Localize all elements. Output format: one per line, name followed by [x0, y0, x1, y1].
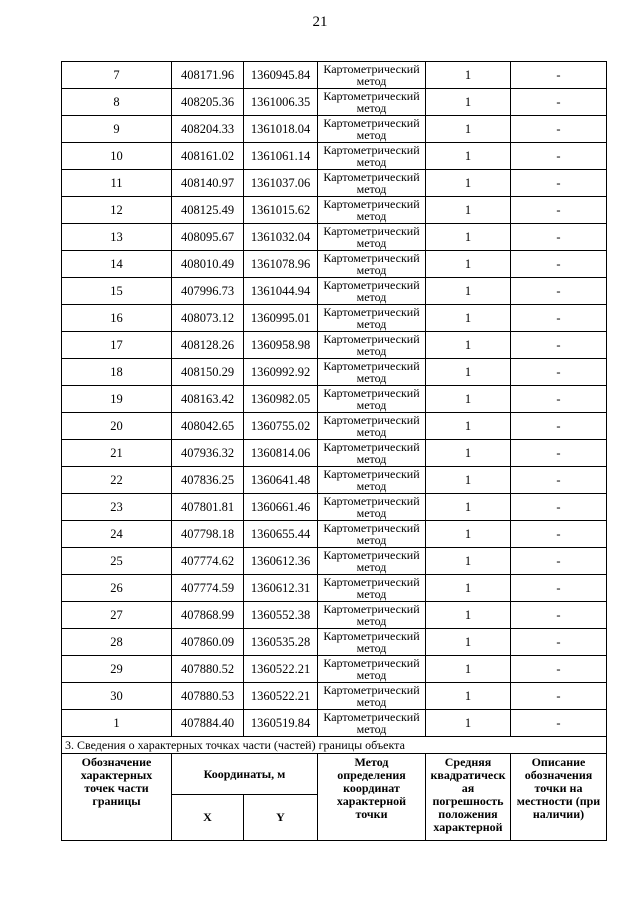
method-label-line2: метод: [356, 209, 387, 223]
table-row: [62, 359, 607, 386]
table-row: [62, 602, 607, 629]
method-label-line2: метод: [356, 74, 387, 88]
coord-x-cell: 407860.09: [172, 629, 244, 656]
point-number-cell: 27: [62, 602, 172, 629]
method-label-line2: метод: [356, 101, 387, 115]
header-line: Обозначение: [81, 755, 152, 769]
point-number-cell: 15: [62, 278, 172, 305]
method-cell: [318, 359, 426, 386]
point-number-cell: 9: [62, 116, 172, 143]
point-number-cell: 7: [62, 62, 172, 89]
accuracy-cell: 1: [426, 305, 511, 332]
point-number-cell: 12: [62, 197, 172, 224]
section-3-header: [62, 737, 607, 841]
coord-y-cell: 1360755.02: [244, 413, 318, 440]
description-cell: -: [511, 467, 607, 494]
table-row: [62, 224, 607, 251]
accuracy-cell: 1: [426, 494, 511, 521]
method-label-line2: метод: [356, 695, 387, 709]
coord-x-cell: 408150.29: [172, 359, 244, 386]
point-number-cell: 14: [62, 251, 172, 278]
point-number-cell: 28: [62, 629, 172, 656]
coord-x-cell: 408204.33: [172, 116, 244, 143]
coord-x-cell: 407880.53: [172, 683, 244, 710]
section-3-title: 3. Сведения о характерных точках части (частей) границы объекта: [62, 737, 607, 754]
header-line: характерных: [80, 768, 153, 782]
method-label-line1: Картометрический: [323, 710, 420, 724]
header-line: ая: [461, 781, 475, 795]
coord-y-cell: 1360641.48: [244, 467, 318, 494]
coord-x-cell: 407836.25: [172, 467, 244, 494]
coord-x-cell: 408042.65: [172, 413, 244, 440]
header-line: наличии): [532, 807, 585, 821]
coord-x-cell: 408171.96: [172, 62, 244, 89]
accuracy-cell: 1: [426, 62, 511, 89]
method-cell: [318, 170, 426, 197]
table-row: [62, 494, 607, 521]
table-row: [62, 305, 607, 332]
point-number-cell: 23: [62, 494, 172, 521]
method-cell: [318, 575, 426, 602]
boundary-points-table: [61, 61, 607, 841]
header-line: границы: [92, 794, 141, 808]
description-cell: -: [511, 656, 607, 683]
description-cell: -: [511, 332, 607, 359]
coord-y-cell: 1361015.62: [244, 197, 318, 224]
header-line: точек части: [84, 781, 149, 795]
method-label-line2: метод: [356, 128, 387, 142]
table-row: [62, 251, 607, 278]
coord-x-cell: 407880.52: [172, 656, 244, 683]
method-cell: [318, 62, 426, 89]
coord-x-cell: 407774.59: [172, 575, 244, 602]
method-label-line2: метод: [356, 371, 387, 385]
method-label-line2: метод: [356, 668, 387, 682]
coord-y-cell: 1360958.98: [244, 332, 318, 359]
coord-y-cell: 1360519.84: [244, 710, 318, 737]
accuracy-cell: 1: [426, 656, 511, 683]
coord-y-cell: 1360995.01: [244, 305, 318, 332]
table-row: [62, 386, 607, 413]
coord-y-cell: 1361018.04: [244, 116, 318, 143]
coord-x-cell: 408073.12: [172, 305, 244, 332]
method-label-line1: Картометрический: [323, 629, 420, 643]
method-cell: [318, 413, 426, 440]
header-line: местности (при: [516, 794, 601, 808]
accuracy-cell: 1: [426, 251, 511, 278]
coord-y-cell: 1360612.31: [244, 575, 318, 602]
header-line: квадратическ: [430, 768, 506, 782]
accuracy-cell: 1: [426, 143, 511, 170]
method-label-line2: метод: [356, 587, 387, 601]
coord-y-cell: 1361078.96: [244, 251, 318, 278]
description-cell: -: [511, 62, 607, 89]
method-cell: [318, 602, 426, 629]
description-cell: -: [511, 683, 607, 710]
header-y: Y: [244, 795, 318, 841]
coord-x-cell: 407868.99: [172, 602, 244, 629]
point-number-cell: 26: [62, 575, 172, 602]
table-row: [62, 440, 607, 467]
method-label-line1: Картометрический: [323, 197, 420, 211]
method-label-line2: метод: [356, 614, 387, 628]
coord-y-cell: 1360552.38: [244, 602, 318, 629]
table-row: [62, 278, 607, 305]
table-row: [62, 548, 607, 575]
method-cell: [318, 251, 426, 278]
method-label-line1: Картометрический: [323, 332, 420, 346]
point-number-cell: 24: [62, 521, 172, 548]
header-line: определения: [337, 768, 406, 782]
point-number-cell: 20: [62, 413, 172, 440]
point-number-cell: 17: [62, 332, 172, 359]
header-accuracy: [426, 754, 511, 841]
method-label-line2: метод: [356, 344, 387, 358]
method-label-line2: метод: [356, 182, 387, 196]
page-number: 21: [312, 14, 328, 30]
description-cell: -: [511, 494, 607, 521]
method-label-line2: метод: [356, 236, 387, 250]
method-label-line1: Картометрический: [323, 278, 420, 292]
accuracy-cell: 1: [426, 575, 511, 602]
accuracy-cell: 1: [426, 359, 511, 386]
method-label-line1: Картометрический: [323, 386, 420, 400]
header-line: обозначения: [524, 768, 593, 782]
accuracy-cell: 1: [426, 413, 511, 440]
point-number-cell: 19: [62, 386, 172, 413]
method-cell: [318, 224, 426, 251]
method-cell: [318, 683, 426, 710]
description-cell: -: [511, 575, 607, 602]
coord-x-cell: 407996.73: [172, 278, 244, 305]
description-cell: -: [511, 143, 607, 170]
description-cell: -: [511, 440, 607, 467]
header-coordinates: Координаты, м: [172, 754, 318, 795]
point-number-cell: 25: [62, 548, 172, 575]
accuracy-cell: 1: [426, 548, 511, 575]
method-label-line1: Картометрический: [323, 467, 420, 481]
description-cell: -: [511, 413, 607, 440]
method-label-line1: Картометрический: [323, 602, 420, 616]
accuracy-cell: 1: [426, 116, 511, 143]
method-label-line2: метод: [356, 560, 387, 574]
method-label-line1: Картометрический: [323, 575, 420, 589]
header-point-designation: [62, 754, 172, 841]
coord-y-cell: 1361006.35: [244, 89, 318, 116]
method-label-line1: Картометрический: [323, 683, 420, 697]
table-row: [62, 332, 607, 359]
coord-y-cell: 1360522.21: [244, 683, 318, 710]
method-label-line1: Картометрический: [323, 440, 420, 454]
method-label-line1: Картометрический: [323, 656, 420, 670]
description-cell: -: [511, 89, 607, 116]
accuracy-cell: 1: [426, 332, 511, 359]
coord-y-cell: 1360814.06: [244, 440, 318, 467]
description-cell: -: [511, 710, 607, 737]
method-label-line1: Картометрический: [323, 494, 420, 508]
header-line: положения: [438, 807, 498, 821]
description-cell: -: [511, 197, 607, 224]
method-cell: [318, 656, 426, 683]
coord-x-cell: 407801.81: [172, 494, 244, 521]
description-cell: -: [511, 548, 607, 575]
method-label-line2: метод: [356, 398, 387, 412]
point-number-cell: 13: [62, 224, 172, 251]
table-row: [62, 62, 607, 89]
description-cell: -: [511, 251, 607, 278]
description-cell: -: [511, 602, 607, 629]
coord-y-cell: 1360992.92: [244, 359, 318, 386]
accuracy-cell: 1: [426, 386, 511, 413]
method-label-line1: Картометрический: [323, 413, 420, 427]
method-label-line2: метод: [356, 290, 387, 304]
description-cell: -: [511, 170, 607, 197]
accuracy-cell: 1: [426, 521, 511, 548]
method-label-line1: Картометрический: [323, 170, 420, 184]
table-row: [62, 197, 607, 224]
description-cell: -: [511, 521, 607, 548]
coord-x-cell: 408205.36: [172, 89, 244, 116]
point-number-cell: 8: [62, 89, 172, 116]
table-row: [62, 629, 607, 656]
method-cell: [318, 197, 426, 224]
description-cell: -: [511, 278, 607, 305]
table-row: [62, 656, 607, 683]
method-label-line1: Картометрический: [323, 305, 420, 319]
coord-x-cell: 407936.32: [172, 440, 244, 467]
coord-y-cell: 1360982.05: [244, 386, 318, 413]
coord-x-cell: 407798.18: [172, 521, 244, 548]
method-cell: [318, 440, 426, 467]
coord-x-cell: 408095.67: [172, 224, 244, 251]
coord-y-cell: 1360661.46: [244, 494, 318, 521]
table-row: [62, 143, 607, 170]
method-cell: [318, 548, 426, 575]
method-label-line1: Картометрический: [323, 224, 420, 238]
table-row: [62, 116, 607, 143]
table-row: [62, 683, 607, 710]
point-number-cell: 22: [62, 467, 172, 494]
coord-x-cell: 407774.62: [172, 548, 244, 575]
coord-y-cell: 1361061.14: [244, 143, 318, 170]
coord-x-cell: 408140.97: [172, 170, 244, 197]
coord-x-cell: 408161.02: [172, 143, 244, 170]
method-label-line1: Картометрический: [323, 62, 420, 76]
method-label-line2: метод: [356, 641, 387, 655]
header-line: характерной: [336, 794, 407, 808]
header-x: X: [172, 795, 244, 841]
table-row: [62, 710, 607, 737]
header-line: точки: [355, 807, 388, 821]
coord-y-cell: 1361032.04: [244, 224, 318, 251]
description-cell: -: [511, 224, 607, 251]
method-cell: [318, 467, 426, 494]
method-cell: [318, 305, 426, 332]
coord-x-cell: 408128.26: [172, 332, 244, 359]
method-cell: [318, 143, 426, 170]
accuracy-cell: 1: [426, 710, 511, 737]
accuracy-cell: 1: [426, 197, 511, 224]
method-label-line2: метод: [356, 506, 387, 520]
point-number-cell: 29: [62, 656, 172, 683]
table-row: [62, 89, 607, 116]
table-body: [62, 62, 607, 737]
method-cell: [318, 710, 426, 737]
point-number-cell: 21: [62, 440, 172, 467]
header-line: Метод: [354, 755, 389, 769]
method-label-line1: Картометрический: [323, 251, 420, 265]
table-row: [62, 170, 607, 197]
header-line: Средняя: [444, 755, 492, 769]
method-label-line2: метод: [356, 722, 387, 736]
accuracy-cell: 1: [426, 170, 511, 197]
accuracy-cell: 1: [426, 224, 511, 251]
coord-y-cell: 1360945.84: [244, 62, 318, 89]
table-row: [62, 467, 607, 494]
method-label-line1: Картометрический: [323, 116, 420, 130]
header-description: [511, 754, 607, 841]
point-number-cell: 1: [62, 710, 172, 737]
header-line: точки на: [534, 781, 583, 795]
header-line: погрешность: [432, 794, 504, 808]
table-row: [62, 521, 607, 548]
header-line: координат: [343, 781, 400, 795]
header-line: характерной: [433, 820, 503, 834]
accuracy-cell: 1: [426, 467, 511, 494]
point-number-cell: 18: [62, 359, 172, 386]
coord-x-cell: 408125.49: [172, 197, 244, 224]
header-line: Описание: [531, 755, 586, 769]
description-cell: -: [511, 386, 607, 413]
description-cell: -: [511, 629, 607, 656]
coord-y-cell: 1361044.94: [244, 278, 318, 305]
method-label-line1: Картометрический: [323, 548, 420, 562]
coord-y-cell: 1360655.44: [244, 521, 318, 548]
point-number-cell: 16: [62, 305, 172, 332]
accuracy-cell: 1: [426, 629, 511, 656]
point-number-cell: 10: [62, 143, 172, 170]
method-label-line2: метод: [356, 263, 387, 277]
table-row: [62, 413, 607, 440]
method-label-line2: метод: [356, 452, 387, 466]
method-cell: [318, 89, 426, 116]
method-label-line2: метод: [356, 533, 387, 547]
method-label-line2: метод: [356, 317, 387, 331]
coord-x-cell: 408010.49: [172, 251, 244, 278]
table-row: [62, 575, 607, 602]
method-label-line1: Картометрический: [323, 89, 420, 103]
method-cell: [318, 332, 426, 359]
point-number-cell: 30: [62, 683, 172, 710]
coord-y-cell: 1360522.21: [244, 656, 318, 683]
method-cell: [318, 521, 426, 548]
method-cell: [318, 494, 426, 521]
coord-x-cell: 408163.42: [172, 386, 244, 413]
coord-y-cell: 1360535.28: [244, 629, 318, 656]
coord-y-cell: 1361037.06: [244, 170, 318, 197]
description-cell: -: [511, 305, 607, 332]
method-label-line1: Картометрический: [323, 521, 420, 535]
method-label-line2: метод: [356, 479, 387, 493]
coord-x-cell: 407884.40: [172, 710, 244, 737]
header-method: [318, 754, 426, 841]
method-cell: [318, 386, 426, 413]
point-number-cell: 11: [62, 170, 172, 197]
method-label-line1: Картометрический: [323, 359, 420, 373]
method-label-line2: метод: [356, 155, 387, 169]
accuracy-cell: 1: [426, 278, 511, 305]
accuracy-cell: 1: [426, 440, 511, 467]
description-cell: -: [511, 359, 607, 386]
coord-y-cell: 1360612.36: [244, 548, 318, 575]
method-cell: [318, 629, 426, 656]
accuracy-cell: 1: [426, 683, 511, 710]
method-cell: [318, 116, 426, 143]
method-cell: [318, 278, 426, 305]
description-cell: -: [511, 116, 607, 143]
accuracy-cell: 1: [426, 602, 511, 629]
accuracy-cell: 1: [426, 89, 511, 116]
method-label-line2: метод: [356, 425, 387, 439]
method-label-line1: Картометрический: [323, 143, 420, 157]
